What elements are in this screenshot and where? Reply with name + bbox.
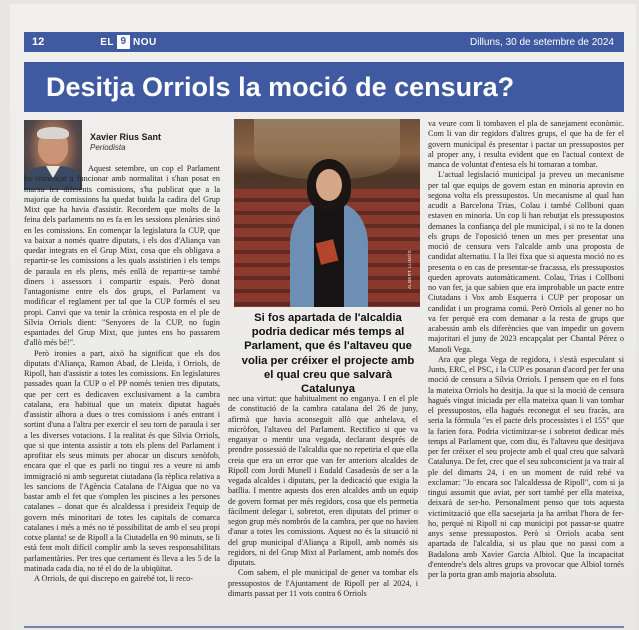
paragraph: Com sabem, el ple municipal de gener va tombar els pressupostos de l'Ajuntament de Ripoll per al 2024, i dimarts passat per 11 vots contra 6 Orriols [228,568,418,598]
paragraph: Ara que plega Vega de regidora, i s'està especulant si Junts, ERC, el PSC, i la CUP es posaran d'acord per fer una moció de censura a Sílvia Orriols. I pensem que en el fons la mateixa Orriols ho desitja. Ja que si la moció de censura hagués vingut iniciada per ella mateixa quan li van tombar el pressupostos, ella hagués reconegut el seu fracàs, ara seria la fórmula "es el pacte dels processistes i el 155" que la farien fora. Podria victimitzar-se i sobretot dedicar més temps al Parlament que, com diu, és l'altaveu que desitjava per fer créixer el seu projecte amb el qual creu que salvarà Catalunya. De fet, crec que el seu subconscient ja va trair al ple del dimarts 24, i en un moment de ruïd rebé va exclamar: "Jo encara soc l'alcaldessa de Ripoll", com si ja tingui assumit que aviat, per sort també per ella mateixa, deixarà de ser-ho. Personalment penso que tots aquesta victimització que ella sacsejaria ja ha arribat l'hora de fer-ho, perquè ni Ripoll ni cap municipi pot passar-se quatre anys sense pressupostos. Però si Orriols acaba sent apartada de l'alcaldia, si us plau que no passi com a Badalona amb Xavier Garcia Albiol. Que la incapacitat d'entendre's dels altres grups va provocar que Albiol tornés per la porta gran amb majoria absoluta. [428,354,624,579]
paragraph: va veure com li tombaven el pla de sanejament econòmic. Com li van dir regidors d'altres grups, el que ha de fer el govern municipal és presentar i pactar un pressupostos per al proper any, i resulta evident que en l'actual context de manca de voluntat d'entesa els hi tornaran a tombar. [428,119,624,169]
newspaper-page [10,4,636,630]
article-column-1 [24,164,220,584]
brand-left: EL [100,36,115,48]
section-brand [100,35,157,49]
brand-right: NOU [133,36,157,48]
paragraph: nec una virtut: que habitualment no enganya. I en el ple de constitució de la cambra catalana del 26 de juny, afirmà que havia aconseguit allò que anhelava, el micròfon, l'altaveu del Parlament. Rectifico si que va enganyar o mentir una vegada, declarant després de prendre possessió de l'alcaldia que no repetiria el que ella creia que era un error que van fer anteriors alcaldes de Ripoll com Jordi Munell i Eudald Casadesús de ser a la vegada alcaldes i diputats, per la dedicació que exigia la batllia. I mentre aquests dos eren alcaldes amb un equip de govern format per més regidors, cosa que els permetia fàcilment delegar i, sobretot, eren diputats del primer o segon grup més nombrós de la cambra, per que no havien d'anar a totes les comissions. Aquest no és la situació ni del grup municipal d'Aliança a Ripoll, amb només sis regidors, ni del Grup Mixt al Parlament, amb només dos diputats. [228,394,418,567]
author-name: Xavier Rius Sant [90,132,162,142]
paragraph: L'actual legislació municipal ja preveu un mecanisme per tal que equips de govern estan en minoria aprovin en segona volta els pressupostos. Un mecanisme al qual han acudit a Barcelona Trias, Colau i també Collboni quan estaven en minoria. Un cop li han rebutjat els pressupostos demanes la confiança del ple municipal, i si no te la donen els grups de l'oposició tenen un mes per presentar una moció de censura vers l'alcalde amb una proposta de candidat alternatiu. I la llei fixa que si aquesta moció no es presenta o en cas de presentar-se fracassa, els pressupostos queden aprovats automàticament. Colau, Trias i Collboni no van fer, ja que sabien que era improbable un pacte entre Ciutadans i Vox amb Esquerra i CUP per proposar un candidat i un programa comú. Però Orriols al gener no ho va fer perquè era com demanar a la resta de grups que acabessin amb els diferències que van impedir un govern majoritari el juny de 2023 encapçalat per Chantal Pérez o Manoli Vega. [428,170,624,354]
pull-quote: Si fos apartada de l'alcaldia podria dedicar més temps al Parlament, que és l'altaveu que volia per créixer el projecte amb el qual creu que salvarà Catalunya [241,312,415,396]
article-headline: Desitja Orriols la moció de censura? [24,62,624,112]
bottom-rule [24,626,624,628]
author-role: Periodista [90,143,126,152]
masthead-watermark [160,4,490,28]
paragraph: Aquest setembre, un cop el Parlament ha començat a funcionar amb normalitat i s'han posat en marxa les diferents comissions, s'ha publicat que a la majoria de comissions ha quedat buida la cadira del Grup Mixt que ha havia d'assistir. Recordem que molts de la feina dels parlaments no es fa en les sessions plenàries sinó en les comissions. En començar la legislatura la CUP, que va baixar a només quatre diputats, i els dos d'Aliança van quedar integrats en el Grup Mixt, cosa que els obligava a repartir-se les comissions a les quals assistirien i els temps de paraula en els plens, més enllà de repartir-se també diners i assessors i compartir espais. Però donat l'antagonisme entre els dos grups, el Parlament va modificar el reglament per tal que la CUP formés el seu propi. Canvi que va tenir la crònica resposta en el ple de Sílvia Orriols dient: "Senyores de la CUP, no fugin espantades del Grup Mixt, que juntes ens ho passarem d'allò més bé!". [24,164,220,348]
paragraph: A Orriols, de qui discrepo en gairebé tot, li reco- [34,574,193,583]
article-column-3 [428,119,624,580]
page-header-bar [24,32,624,52]
paragraph: Però ironies a part, això ha significat que els dos diputats d'Aliança, Ramon Abad, de Lleida, i Orriols, de Ripoll, han d'assistir a totes les comissions. En legislatures passades quan la CUP o el PP només tenien tres diputats, que per cert es dedicaven exclusivament a la cambra catalana, era habitual que un mateix diputat haguès d'assistir alhora a dues o tres comissions i anés entrant i sortint d'una a l'altra per exercir el seu torn de paraula i ser a les diverses votacions. I la realitat és que Sílvia Orriols, que si que intenta assistir a tots els plens del Parlament i aprofitar els seus minuts per abocar un discurs xenòfob, encara que el que es parli no tingui res a veure ni amb immigració ni amb seguretat ciutadana (la rèplica relativa a les sancions de l'Agència Catalana de l'Aigua que no va bastar amb el fet que s'omplen les piscines a les persones catalanes – donat que és alcaldessa i presideix l'equip de govern més minoritari de totes les capitals de comarca catalanes i més a més no té possibilitat de amb el seu propi cotxe planta! se de Ripoll a la Ciutadella en 90 minuts, se li està fent molt difícil complir amb la seves responsabilitats parlamentàries. Per tres que certament és lleva a les 5 de la matinada cada dia, no té el do de la ubiqüitat. [24,348,220,573]
page-number: 12 [32,36,45,48]
brand-number-box: 9 [117,35,130,49]
photo-credit: ALBERT LLIMÓS [407,250,412,289]
article-photo [234,119,420,307]
issue-date: Dilluns, 30 de setembre de 2024 [470,36,614,48]
article-column-2 [228,394,418,599]
